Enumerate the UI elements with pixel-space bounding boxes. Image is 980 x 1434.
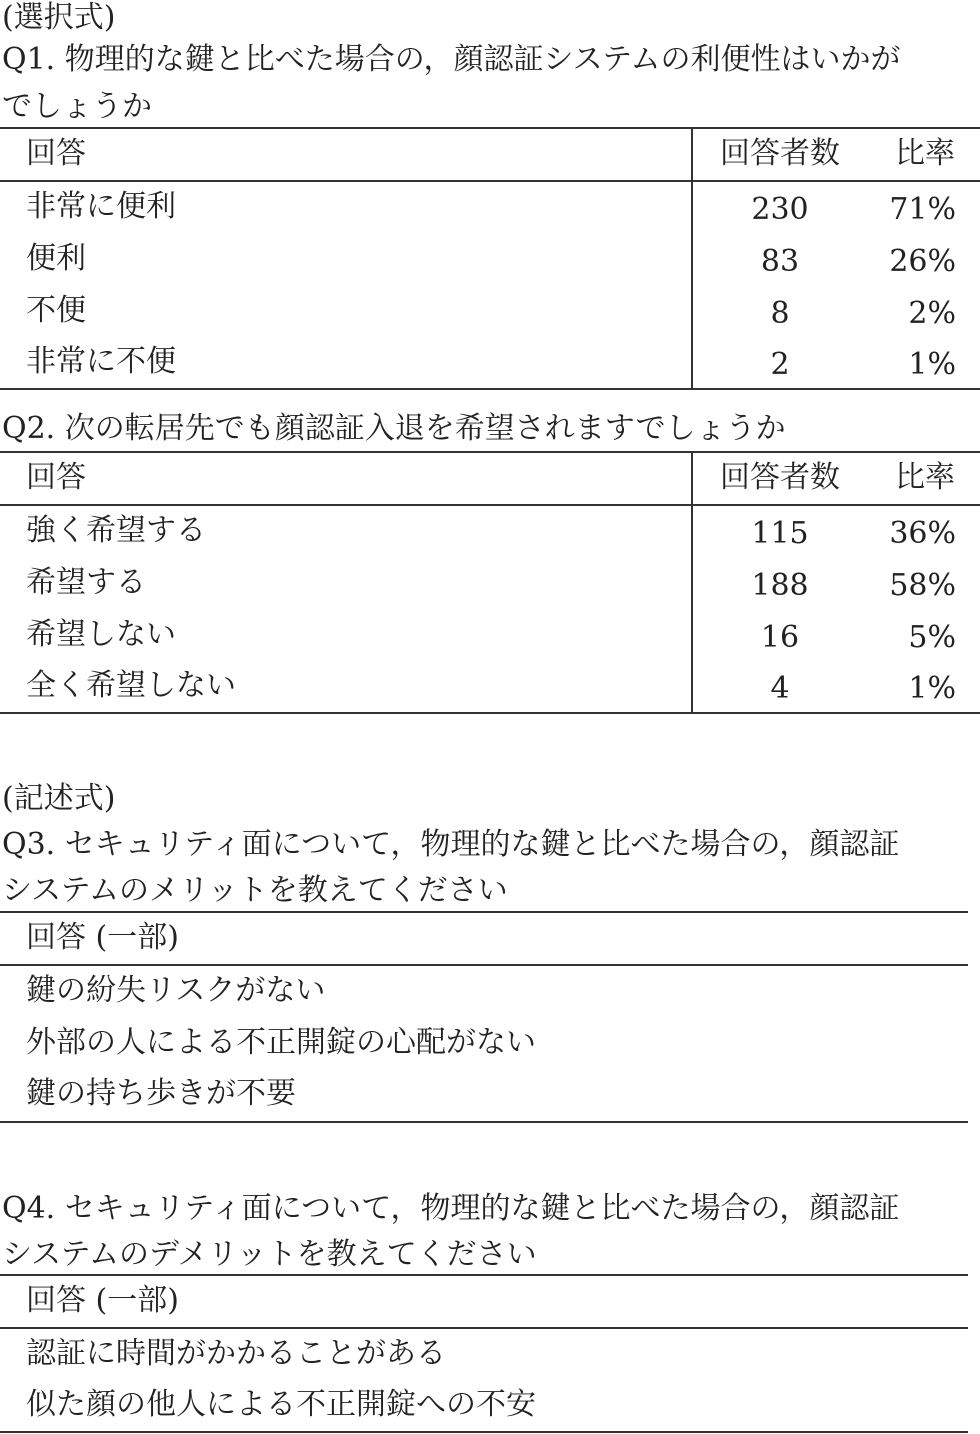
q2-table-header-rule xyxy=(0,504,980,506)
q2-header-ratio: 比率 xyxy=(895,460,955,495)
q4-table-top-rule xyxy=(0,1274,968,1276)
q1-row-answer: 不便 xyxy=(26,293,86,328)
q1-row-ratio: 26% xyxy=(889,244,956,279)
list-item: 外部の人による不正開錠の心配がない xyxy=(26,1025,536,1060)
q1-table-bottom-rule xyxy=(0,388,980,390)
q3-table-top-rule xyxy=(0,911,968,913)
section-choice-heading: (選択式) xyxy=(2,0,116,35)
q4-table-header-rule xyxy=(0,1327,968,1329)
q2-row-ratio: 5% xyxy=(908,620,956,655)
q2-table-bottom-rule xyxy=(0,712,980,714)
q2-row-ratio: 1% xyxy=(908,671,956,706)
list-item: 鍵の紛失リスクがない xyxy=(26,973,326,1008)
q3-title-line2: システムのメリットを教えてください xyxy=(2,873,508,908)
q3-table-header-rule xyxy=(0,964,968,966)
q3-table-bottom-rule xyxy=(0,1121,968,1123)
q2-row-count: 188 xyxy=(751,568,809,603)
q2-title-line1: Q2. 次の転居先でも顔認証入退を希望されますでしょうか xyxy=(2,411,786,446)
q2-table-divider xyxy=(691,451,693,713)
q2-header-answer: 回答 xyxy=(26,460,86,495)
q1-row-count: 83 xyxy=(760,244,800,279)
q2-row-ratio: 58% xyxy=(889,568,956,603)
q1-row-ratio: 71% xyxy=(889,192,956,227)
q2-header-count: 回答者数 xyxy=(720,460,840,495)
q1-title-line2: でしょうか xyxy=(2,89,152,124)
q1-row-answer: 非常に便利 xyxy=(26,189,176,224)
q1-title-line1: Q1. 物理的な鍵と比べた場合の，顔認証システムの利便性はいかが xyxy=(2,42,901,77)
q1-table-divider xyxy=(691,127,693,389)
q4-table-bottom-rule xyxy=(0,1431,968,1433)
q2-row-ratio: 36% xyxy=(889,516,956,551)
q2-row-answer: 希望する xyxy=(26,565,146,600)
q1-header-count: 回答者数 xyxy=(720,136,840,171)
q1-header-answer: 回答 xyxy=(26,136,86,171)
q2-row-answer: 全く希望しない xyxy=(26,668,236,703)
q2-row-answer: 希望しない xyxy=(26,617,176,652)
q4-header-answer: 回答 (一部) xyxy=(26,1283,179,1318)
q4-title-line1: Q4. セキュリティ面について，物理的な鍵と比べた場合の，顔認証 xyxy=(2,1191,900,1226)
q2-row-count: 16 xyxy=(760,620,800,655)
q1-row-answer: 便利 xyxy=(26,241,86,276)
list-item: 認証に時間がかかることがある xyxy=(26,1336,446,1371)
q2-table-top-rule xyxy=(0,451,980,453)
q1-header-ratio: 比率 xyxy=(895,136,955,171)
q2-row-answer: 強く希望する xyxy=(26,513,206,548)
list-item: 似た顔の他人による不正開錠への不安 xyxy=(26,1387,536,1422)
q1-row-ratio: 1% xyxy=(908,347,956,382)
q4-title-line2: システムのデメリットを教えてください xyxy=(2,1237,537,1272)
q3-title-line1: Q3. セキュリティ面について，物理的な鍵と比べた場合の，顔認証 xyxy=(2,827,900,862)
q1-row-ratio: 2% xyxy=(908,296,956,331)
q1-table-header-rule xyxy=(0,180,980,182)
list-item: 鍵の持ち歩きが不要 xyxy=(26,1076,296,1111)
q1-row-count: 230 xyxy=(751,192,809,227)
q1-table-top-rule xyxy=(0,127,980,129)
q2-row-count: 4 xyxy=(770,671,790,706)
q2-row-count: 115 xyxy=(751,516,809,551)
q1-row-count: 2 xyxy=(770,347,790,382)
q1-row-count: 8 xyxy=(770,296,790,331)
q3-header-answer: 回答 (一部) xyxy=(26,920,179,955)
section-free-heading: (記述式) xyxy=(2,781,116,816)
q1-row-answer: 非常に不便 xyxy=(26,344,176,379)
